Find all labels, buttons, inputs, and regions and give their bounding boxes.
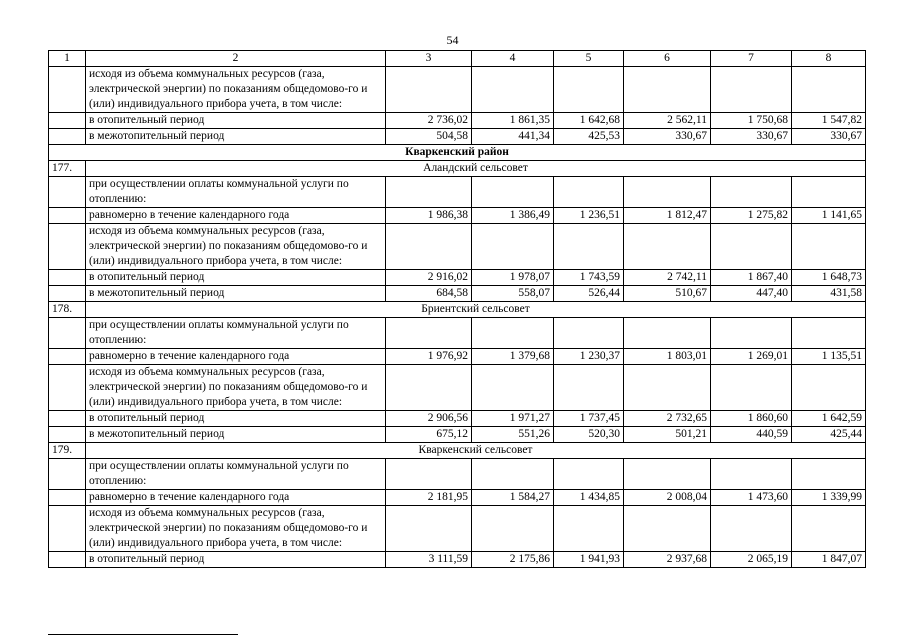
- tariff-value: 2 937,68: [624, 552, 711, 568]
- row-label: равномерно в течение календарного года: [86, 349, 386, 365]
- footnote-divider: [48, 634, 238, 635]
- tariff-value: [711, 506, 792, 552]
- tariff-value: 2 181,95: [386, 490, 472, 506]
- tariff-value: 675,12: [386, 427, 472, 443]
- row-number: [49, 224, 86, 270]
- settlement-row: [49, 443, 866, 459]
- tariff-value: 431,58: [792, 286, 866, 302]
- settlement-title: Бриентский сельсовет: [86, 302, 866, 318]
- tariff-value: 447,40: [711, 286, 792, 302]
- tariff-value: [624, 459, 711, 490]
- tariff-value: 1 978,07: [472, 270, 554, 286]
- tariff-value: [554, 318, 624, 349]
- table-row: [49, 349, 866, 365]
- tariff-value: [624, 506, 711, 552]
- tariff-value: 1 379,68: [472, 349, 554, 365]
- tariff-value: 1 269,01: [711, 349, 792, 365]
- tariff-value: 1 642,68: [554, 113, 624, 129]
- tariff-value: [554, 67, 624, 113]
- row-number: [49, 349, 86, 365]
- tariff-value: 1 737,45: [554, 411, 624, 427]
- district-title: Кваркенский район: [49, 145, 866, 161]
- tariff-value: 1 648,73: [792, 270, 866, 286]
- tariff-value: [386, 177, 472, 208]
- tariff-value: [554, 506, 624, 552]
- table-row: [49, 506, 866, 552]
- tariff-value: 1 642,59: [792, 411, 866, 427]
- tariff-value: 2 736,02: [386, 113, 472, 129]
- tariff-value: [624, 224, 711, 270]
- tariff-value: 330,67: [711, 129, 792, 145]
- tariff-value: [554, 224, 624, 270]
- tariff-value: 684,58: [386, 286, 472, 302]
- tariff-value: 1 986,38: [386, 208, 472, 224]
- row-label: при осуществлении оплаты коммунальной услуги по отоплению:: [86, 459, 386, 490]
- row-label: исходя из объема коммунальных ресурсов (газа, электрической энергии) по показаниям общедомово-го и (или) индивидуального прибора учета, в том числе:: [86, 365, 386, 411]
- tariff-value: 1 803,01: [624, 349, 711, 365]
- tariff-value: [554, 459, 624, 490]
- tariff-value: [386, 459, 472, 490]
- column-header: 5: [554, 51, 624, 67]
- tariff-value: 3 111,59: [386, 552, 472, 568]
- tariff-value: 1 339,99: [792, 490, 866, 506]
- tariff-value: 1 976,92: [386, 349, 472, 365]
- tariff-value: 1 230,37: [554, 349, 624, 365]
- tariff-value: [624, 177, 711, 208]
- column-header: 1: [49, 51, 86, 67]
- tariff-value: 1 584,27: [472, 490, 554, 506]
- tariff-value: 2 906,56: [386, 411, 472, 427]
- table-row: [49, 427, 866, 443]
- row-label: в отопительный период: [86, 411, 386, 427]
- row-number: [49, 67, 86, 113]
- column-header: 4: [472, 51, 554, 67]
- tariff-value: 1 847,07: [792, 552, 866, 568]
- tariff-value: [472, 224, 554, 270]
- tariff-value: [386, 318, 472, 349]
- table-row: [49, 411, 866, 427]
- table-header-row: [49, 51, 866, 67]
- table-row: [49, 286, 866, 302]
- tariff-value: 1 861,35: [472, 113, 554, 129]
- tariff-value: 558,07: [472, 286, 554, 302]
- column-header: 8: [792, 51, 866, 67]
- row-number: 178.: [49, 302, 86, 318]
- row-number: [49, 208, 86, 224]
- tariff-value: [554, 177, 624, 208]
- tariff-value: [472, 67, 554, 113]
- tariff-value: 504,58: [386, 129, 472, 145]
- row-number: [49, 427, 86, 443]
- tariff-value: [386, 506, 472, 552]
- tariff-value: [386, 365, 472, 411]
- tariff-value: 1 434,85: [554, 490, 624, 506]
- column-header: 6: [624, 51, 711, 67]
- tariff-value: [472, 365, 554, 411]
- tariff-value: [792, 365, 866, 411]
- tariff-value: 1 941,93: [554, 552, 624, 568]
- tariff-value: 1 386,49: [472, 208, 554, 224]
- tariff-value: 1 867,40: [711, 270, 792, 286]
- tariff-value: 510,67: [624, 286, 711, 302]
- tariff-value: 2 742,11: [624, 270, 711, 286]
- table-row: [49, 224, 866, 270]
- table-row: [49, 318, 866, 349]
- table-body: [49, 67, 866, 568]
- tariff-value: 2 175,86: [472, 552, 554, 568]
- row-label: равномерно в течение календарного года: [86, 208, 386, 224]
- table-row: [49, 208, 866, 224]
- row-number: [49, 411, 86, 427]
- tariff-value: 1 743,59: [554, 270, 624, 286]
- tariff-value: 551,26: [472, 427, 554, 443]
- row-number: [49, 318, 86, 349]
- table-row: [49, 67, 866, 113]
- district-row: [49, 145, 866, 161]
- row-number: [49, 506, 86, 552]
- row-number: [49, 113, 86, 129]
- tariff-value: [711, 67, 792, 113]
- column-header: 7: [711, 51, 792, 67]
- row-label: исходя из объема коммунальных ресурсов (газа, электрической энергии) по показаниям общедомово-го и (или) индивидуального прибора учета, в том числе:: [86, 506, 386, 552]
- row-number: 177.: [49, 161, 86, 177]
- row-number: 179.: [49, 443, 86, 459]
- row-number: [49, 459, 86, 490]
- row-label: при осуществлении оплаты коммунальной услуги по отоплению:: [86, 177, 386, 208]
- row-label: в отопительный период: [86, 552, 386, 568]
- tariff-value: [624, 67, 711, 113]
- tariff-value: [792, 224, 866, 270]
- tariff-value: 2 008,04: [624, 490, 711, 506]
- tariff-value: 526,44: [554, 286, 624, 302]
- tariff-value: 1 236,51: [554, 208, 624, 224]
- settlement-row: [49, 161, 866, 177]
- tariff-value: [386, 224, 472, 270]
- settlement-title: Кваркенский сельсовет: [86, 443, 866, 459]
- row-number: [49, 490, 86, 506]
- tariff-value: 2 562,11: [624, 113, 711, 129]
- tariff-value: 425,53: [554, 129, 624, 145]
- tariff-value: [711, 318, 792, 349]
- tariff-value: 1 971,27: [472, 411, 554, 427]
- page-number: 54: [446, 33, 459, 47]
- row-label: при осуществлении оплаты коммунальной услуги по отоплению:: [86, 318, 386, 349]
- tariff-value: [792, 506, 866, 552]
- tariff-value: 425,44: [792, 427, 866, 443]
- tariff-value: 441,34: [472, 129, 554, 145]
- tariff-value: [554, 365, 624, 411]
- tariff-value: [711, 224, 792, 270]
- row-label: исходя из объема коммунальных ресурсов (газа, электрической энергии) по показаниям общедомово-го и (или) индивидуального прибора учета, в том числе:: [86, 224, 386, 270]
- tariff-value: 1 275,82: [711, 208, 792, 224]
- tariff-value: 1 141,65: [792, 208, 866, 224]
- table-row: [49, 129, 866, 145]
- tariff-value: 2 732,65: [624, 411, 711, 427]
- tariff-value: 1 473,60: [711, 490, 792, 506]
- settlement-title: Аландский сельсовет: [86, 161, 866, 177]
- row-number: [49, 270, 86, 286]
- row-label: в межотопительный период: [86, 286, 386, 302]
- column-header: 2: [86, 51, 386, 67]
- row-number: [49, 552, 86, 568]
- tariff-value: [472, 177, 554, 208]
- tariff-value: [386, 67, 472, 113]
- row-label: в межотопительный период: [86, 427, 386, 443]
- table-row: [49, 177, 866, 208]
- tariff-value: [792, 67, 866, 113]
- tariff-value: [472, 506, 554, 552]
- tariff-value: 501,21: [624, 427, 711, 443]
- table-row: [49, 490, 866, 506]
- tariff-value: 1 812,47: [624, 208, 711, 224]
- tariff-value: [711, 365, 792, 411]
- tariff-table: [48, 50, 866, 568]
- row-label: в отопительный период: [86, 113, 386, 129]
- tariff-value: 440,59: [711, 427, 792, 443]
- table-row: [49, 365, 866, 411]
- row-label: в межотопительный период: [86, 129, 386, 145]
- row-number: [49, 365, 86, 411]
- tariff-value: 1 860,60: [711, 411, 792, 427]
- row-label: равномерно в течение календарного года: [86, 490, 386, 506]
- tariff-value: 330,67: [792, 129, 866, 145]
- tariff-value: 2 916,02: [386, 270, 472, 286]
- tariff-value: [792, 318, 866, 349]
- table-row: [49, 459, 866, 490]
- table-row: [49, 552, 866, 568]
- row-number: [49, 177, 86, 208]
- row-label: исходя из объема коммунальных ресурсов (газа, электрической энергии) по показаниям общедомово-го и (или) индивидуального прибора учета, в том числе:: [86, 67, 386, 113]
- tariff-value: [624, 365, 711, 411]
- tariff-value: 520,30: [554, 427, 624, 443]
- tariff-value: 1 135,51: [792, 349, 866, 365]
- table-row: [49, 113, 866, 129]
- row-label: в отопительный период: [86, 270, 386, 286]
- tariff-value: 2 065,19: [711, 552, 792, 568]
- tariff-value: 1 547,82: [792, 113, 866, 129]
- table-row: [49, 270, 866, 286]
- tariff-value: [711, 459, 792, 490]
- tariff-value: [711, 177, 792, 208]
- tariff-value: [472, 459, 554, 490]
- settlement-row: [49, 302, 866, 318]
- tariff-value: 1 750,68: [711, 113, 792, 129]
- row-number: [49, 129, 86, 145]
- column-header: 3: [386, 51, 472, 67]
- tariff-value: [624, 318, 711, 349]
- tariff-value: [472, 318, 554, 349]
- tariff-value: [792, 459, 866, 490]
- tariff-value: 330,67: [624, 129, 711, 145]
- tariff-value: [792, 177, 866, 208]
- row-number: [49, 286, 86, 302]
